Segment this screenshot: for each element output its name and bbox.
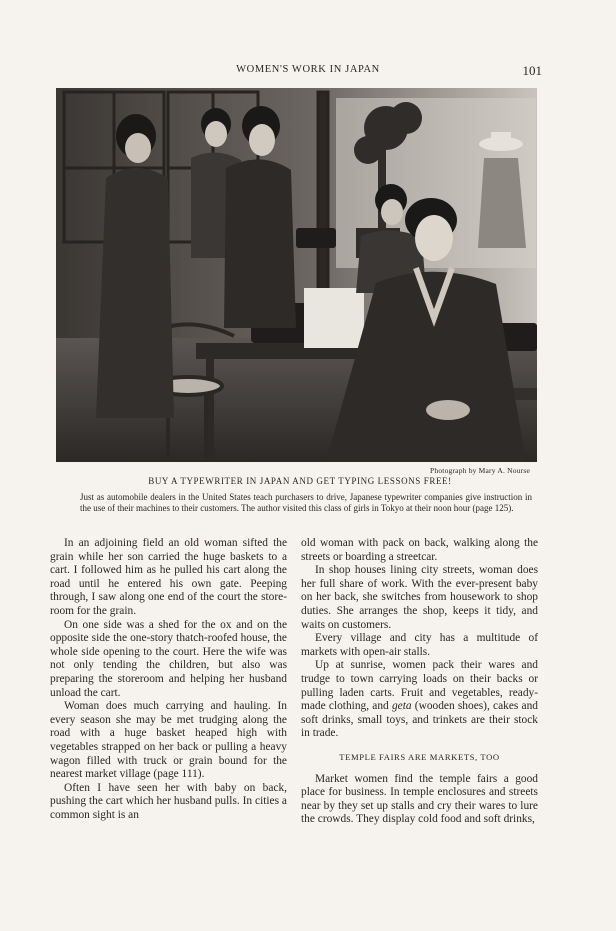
text-run: (wooden shoes), cakes and soft drinks, small toys, and trinkets are their stock in trade. xyxy=(301,700,538,740)
caption-title: BUY A TYPEWRITER IN JAPAN AND GET TYPING LESSONS FREE! xyxy=(148,476,452,486)
right-column xyxy=(301,537,538,827)
italic-term: geta xyxy=(391,700,412,713)
paragraph: Every village and city has a multitude of markets with open-air stalls. xyxy=(301,632,538,658)
paragraph: Often I have seen her with baby on back, pushing the cart which her husband pulls. In cities a common sight is an xyxy=(50,781,287,821)
paragraph: Market women find the temple fairs a good place for business. In temple enclosures and streets near by they set up stalls and cry their wares to lure the crowds. They display cold food and soft drinks, xyxy=(301,772,538,826)
running-head: WOMEN'S WORK IN JAPAN xyxy=(236,64,380,75)
typing-class-photo xyxy=(56,88,537,462)
page-number: 101 xyxy=(522,63,542,78)
photograph xyxy=(56,88,537,462)
paragraph xyxy=(301,659,538,741)
text-run: Up at sunrise, women pack their wares and trudge to town carrying loads on their backs or pulling laden carts. Fruit and vegetables, ready-made clothing, and xyxy=(301,659,538,713)
photo-credit: Photograph by Mary A. Nourse xyxy=(430,466,530,475)
paragraph: On one side was a shed for the ox and on the opposite side the one-story thatch-roofed house, the whole side opening to the court. Here the wife was not only tending the children, but also was preparing the storeroom and helping her husband unload the cart. xyxy=(50,618,287,699)
paragraph: In shop houses lining city streets, woman does her full share of work. With the ever-present baby on her back, she switches from housework to shop duties. She arranges the shop, keeps it tidy, and waits on customers. xyxy=(301,564,538,631)
paragraph-continuation: old woman with pack on back, walking along the streets or boarding a streetcar. xyxy=(301,537,538,563)
paragraph: Woman does much carrying and hauling. In every season she may be met trudging along the road with a huge basket heaped high with vegetables strapped on her back or pulling a heavy wagon filled with truck or grain bound for the nearest market village (page 111). xyxy=(50,700,287,781)
left-column xyxy=(50,537,287,822)
caption-text: Just as automobile dealers in the United States teach purchasers to drive, Japanese typewriter companies give instruction in the use of their machines to their customers. The author visited this class of girls in Tokyo at their noon hour (page 125). xyxy=(80,492,532,513)
paragraph: In an adjoining field an old woman sifted the grain while her son carried the huge baskets to a cart. I followed him as he pulled his cart along the road until he entered his own gate. Peeping through, I saw along one end of the court the store-room for the grain. xyxy=(50,537,287,617)
section-subheading: TEMPLE FAIRS ARE MARKETS, TOO xyxy=(339,751,500,762)
